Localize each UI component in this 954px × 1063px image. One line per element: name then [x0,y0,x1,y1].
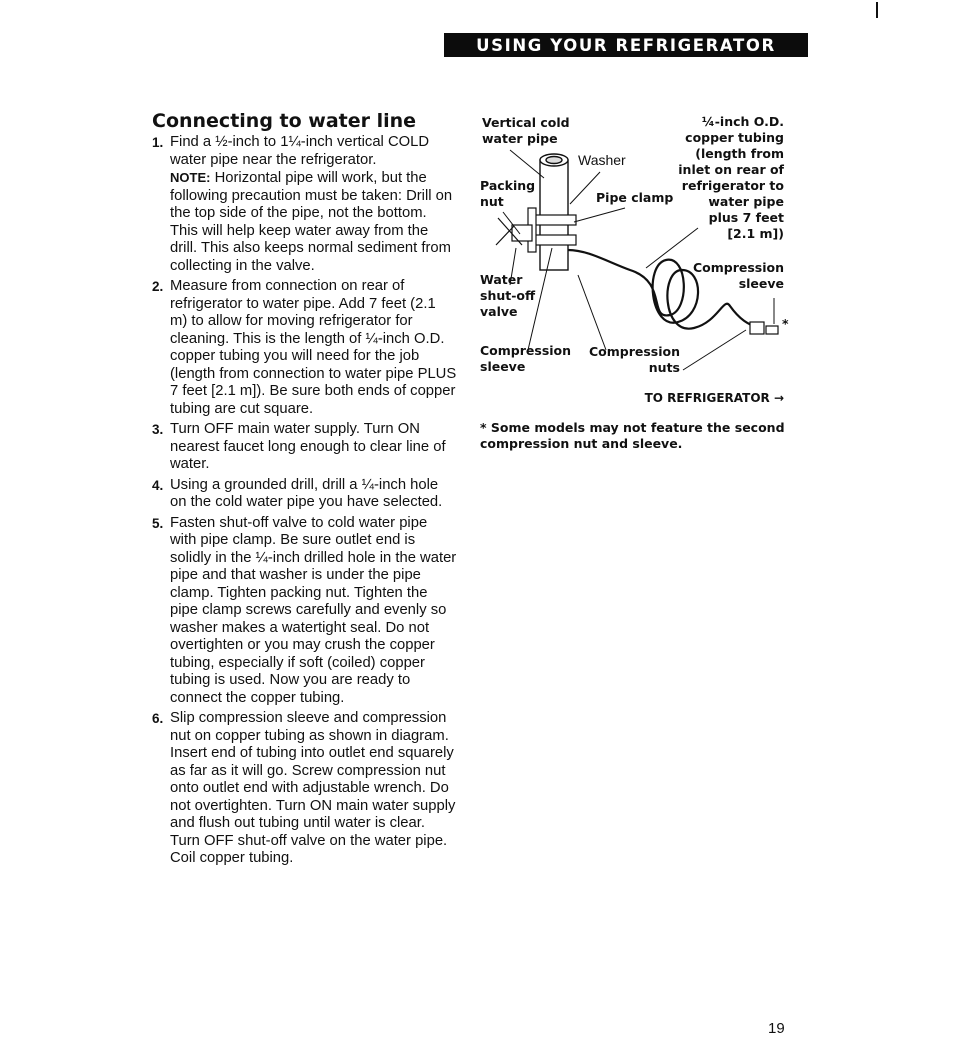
step-number: 3. [152,422,164,437]
label-shutoff-valve: Water shut-off valve [480,272,536,319]
label-packing-nut: Packing nut [480,178,536,209]
label-pipe-clamp: Pipe clamp [596,190,674,205]
instruction-steps [152,134,457,871]
label-tubing-spec: ¼-inch O.D. copper tubing (length from inlet on rear of refrigerator to water pipe plus 7 feet [2.1 m]) [678,114,784,241]
step-4 [152,477,457,512]
step-number: 6. [152,711,164,726]
section-title: Connecting to water line [152,110,417,132]
step-5 [152,515,457,708]
margin-mark [876,2,878,18]
step-text: Turn OFF main water supply. Turn ON nearest faucet long enough to clear line of water. [170,421,446,472]
step-text: Slip compression sleeve and compression nut on copper tubing as shown in diagram. Insert end of tubing into outlet end squarely as far as it will go. Screw compression nut onto outlet end with adjustable wrench. Do not overtighten. Turn ON main water supply and flush out tubing until water is clear. Turn OFF shut-off valve on the water pipe. Coil copper tubing. [170,710,456,866]
label-compression-sleeve-left: Compression sleeve [480,343,572,374]
label-compression-sleeve-right: Compression sleeve [692,260,784,291]
section-banner: USING YOUR REFRIGERATOR [444,33,808,57]
step-number: 2. [152,279,164,294]
note-label: NOTE: [170,170,211,185]
step-number: 1. [152,135,164,150]
vertical-pipe-shape [540,154,568,270]
step-text: Using a grounded drill, drill a ¼-inch hole on the cold water pipe you have selected. [170,476,443,510]
page-number: 19 [768,1020,785,1037]
step-text: Measure from connection on rear of refrigerator to water pipe. Add 7 feet (2.1 m) to allow for moving refrigerator for cleaning. This is the length of ¼-inch O.D. copper tubing you will need for the job (length from connection to water pipe PLUS 7 feet [2.1 m]). Be sure both ends of copper tubing are cut square. [170,278,457,417]
shutoff-valve-shape [496,218,532,245]
step-6 [152,710,457,868]
label-to-refrigerator: TO REFRIGERATOR → [644,391,784,405]
label-washer: Washer [578,152,626,168]
water-line-diagram [478,100,798,410]
step-text: Find a ½-inch to 1¼-inch vertical COLD water pipe near the refrigerator. [170,134,430,168]
step-1 [152,134,457,275]
note-text: Horizontal pipe will work, but the following precaution must be taken: Drill on the top side of the pipe, not the bottom. This will help keep water away from the drill. This also keeps normal sediment from collecting in the valve. [170,170,453,274]
step-number: 4. [152,477,164,493]
label-compression-nuts: Compression nuts [588,344,680,375]
step-text: Fasten shut-off valve to cold water pipe with pipe clamp. Be sure outlet end is solidly in the ¼-inch drilled hole in the water pipe and that washer is under the pipe clamp. Tighten packing nut. Tighten the pipe clamp screws carefully and evenly so washer makes a watertight seal. Do not overtighten or you may crush the copper tubing, especially if soft (coiled) copper tubing is used. Now you are ready to connect the copper tubing. [170,514,457,706]
step-3 [152,421,457,474]
step-2 [152,278,457,418]
label-vertical-pipe: Vertical cold water pipe [482,115,570,146]
step-number: 5. [152,515,164,531]
asterisk-mark: * [782,316,789,331]
footnote: * Some models may not feature the second compression nut and sleeve. [480,420,785,451]
